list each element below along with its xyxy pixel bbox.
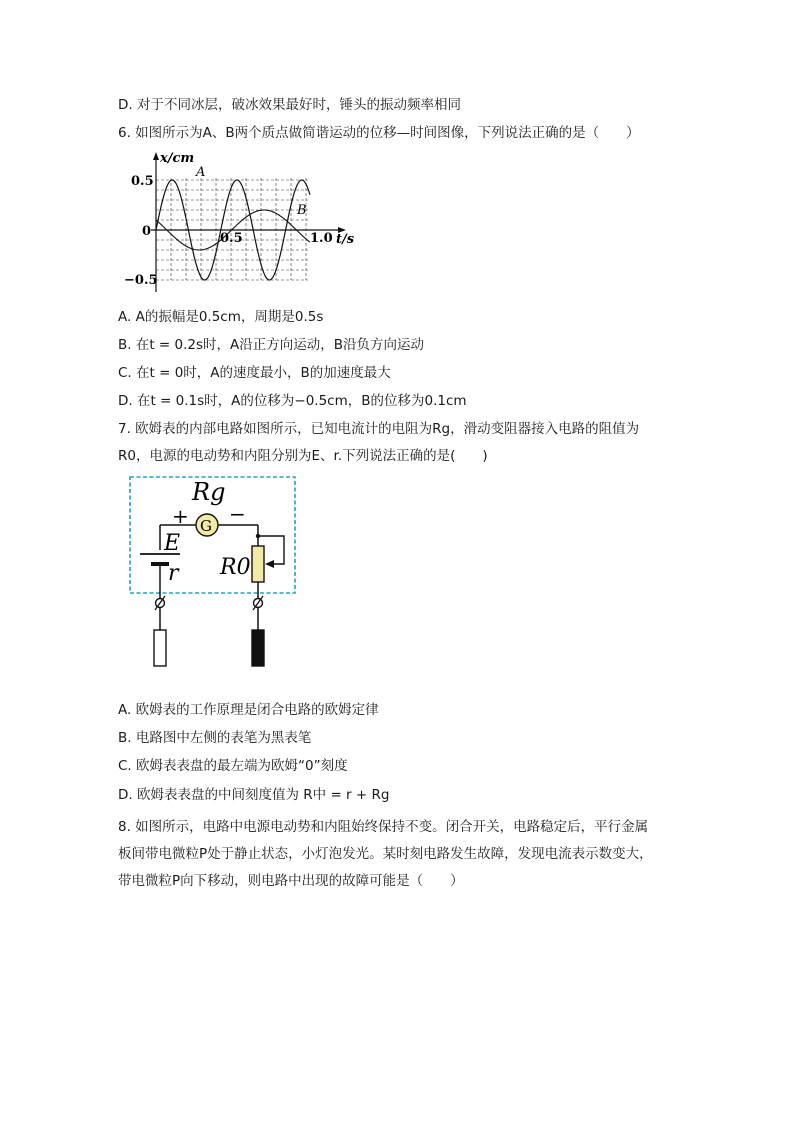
q7-stem-line1: 7. 欧姆表的内部电路如图所示，已知电流计的电阻为Rg，滑动变阻器接入电路的阻值为 bbox=[118, 421, 640, 437]
series-A-label: A bbox=[196, 165, 206, 180]
q6-option-b: B. 在t = 0.2s时，A沿正方向运动，B沿负方向运动 bbox=[118, 337, 425, 353]
galvanometer-label: G bbox=[200, 517, 212, 535]
right-probe-black bbox=[252, 630, 264, 666]
left-probe-red bbox=[154, 630, 166, 666]
q6-option-d: D. 在t = 0.1s时，A的位移为−0.5cm，B的位移为0.1cm bbox=[118, 393, 467, 409]
minus-sign: − bbox=[229, 502, 246, 526]
q6-option-c: C. 在t = 0时，A的速度最小，B的加速度最大 bbox=[118, 365, 391, 381]
q7-option-d: D. 欧姆表表盘的中间刻度值为 R中 = r + Rg bbox=[118, 787, 390, 803]
q7-option-b: B. 电路图中左侧的表笔为黑表笔 bbox=[118, 730, 312, 746]
q6-xt-graph bbox=[118, 148, 368, 296]
x-tick-1.0: 1.0 bbox=[310, 231, 333, 246]
y-tick-0.5: 0.5 bbox=[131, 174, 154, 189]
series-B-label: B bbox=[297, 203, 307, 218]
y-tick-neg-0.5: −0.5 bbox=[124, 273, 158, 288]
slider-arrow-icon bbox=[265, 560, 274, 568]
q7-option-a: A. 欧姆表的工作原理是闭合电路的欧姆定律 bbox=[118, 702, 379, 718]
rg-label: Rg bbox=[192, 478, 226, 506]
x-tick-0.5: 0.5 bbox=[220, 231, 243, 246]
r0-label bbox=[219, 555, 251, 580]
q8-line2: 板间带电微粒P处于静止状态，小灯泡发光。某时刻电路发生故障，发现电流表示数变大， bbox=[118, 846, 653, 862]
r0-label-text: R0 bbox=[220, 555, 251, 580]
y-axis-arrow bbox=[153, 152, 159, 160]
y-tick-0: 0 bbox=[142, 224, 152, 239]
plus-sign: + bbox=[172, 504, 189, 528]
q7-option-c: C. 欧姆表表盘的最左端为欧姆“0”刻度 bbox=[118, 758, 348, 774]
emf-label: E bbox=[164, 531, 181, 556]
internal-resistance-label: r bbox=[168, 561, 179, 586]
x-axis-label: t/s bbox=[336, 232, 355, 247]
q8-line1: 8. 如图所示，电路中电源电动势和内阻始终保持不变。闭合开关，电路稳定后，平行金属 bbox=[118, 819, 649, 835]
q5-option-d: D. 对于不同冰层，破冰效果最好时，锤头的振动频率相同 bbox=[118, 97, 461, 113]
q7-stem-line2: R0，电源的电动势和内阻分别为E、r.下列说法正确的是( ) bbox=[118, 448, 488, 464]
q8-line3: 带电微粒P向下移动，则电路中出现的故障可能是（ ） bbox=[118, 873, 464, 889]
y-axis-label: x/cm bbox=[160, 151, 195, 166]
q6-option-a: A. A的振幅是0.5cm，周期是0.5s bbox=[118, 309, 324, 325]
ohmmeter-circuit-diagram bbox=[126, 474, 300, 672]
q6-stem: 6. 如图所示为A、B两个质点做简谐运动的位移—时间图像，下列说法正确的是（ ） bbox=[118, 125, 640, 141]
rheostat-r0 bbox=[252, 546, 264, 582]
